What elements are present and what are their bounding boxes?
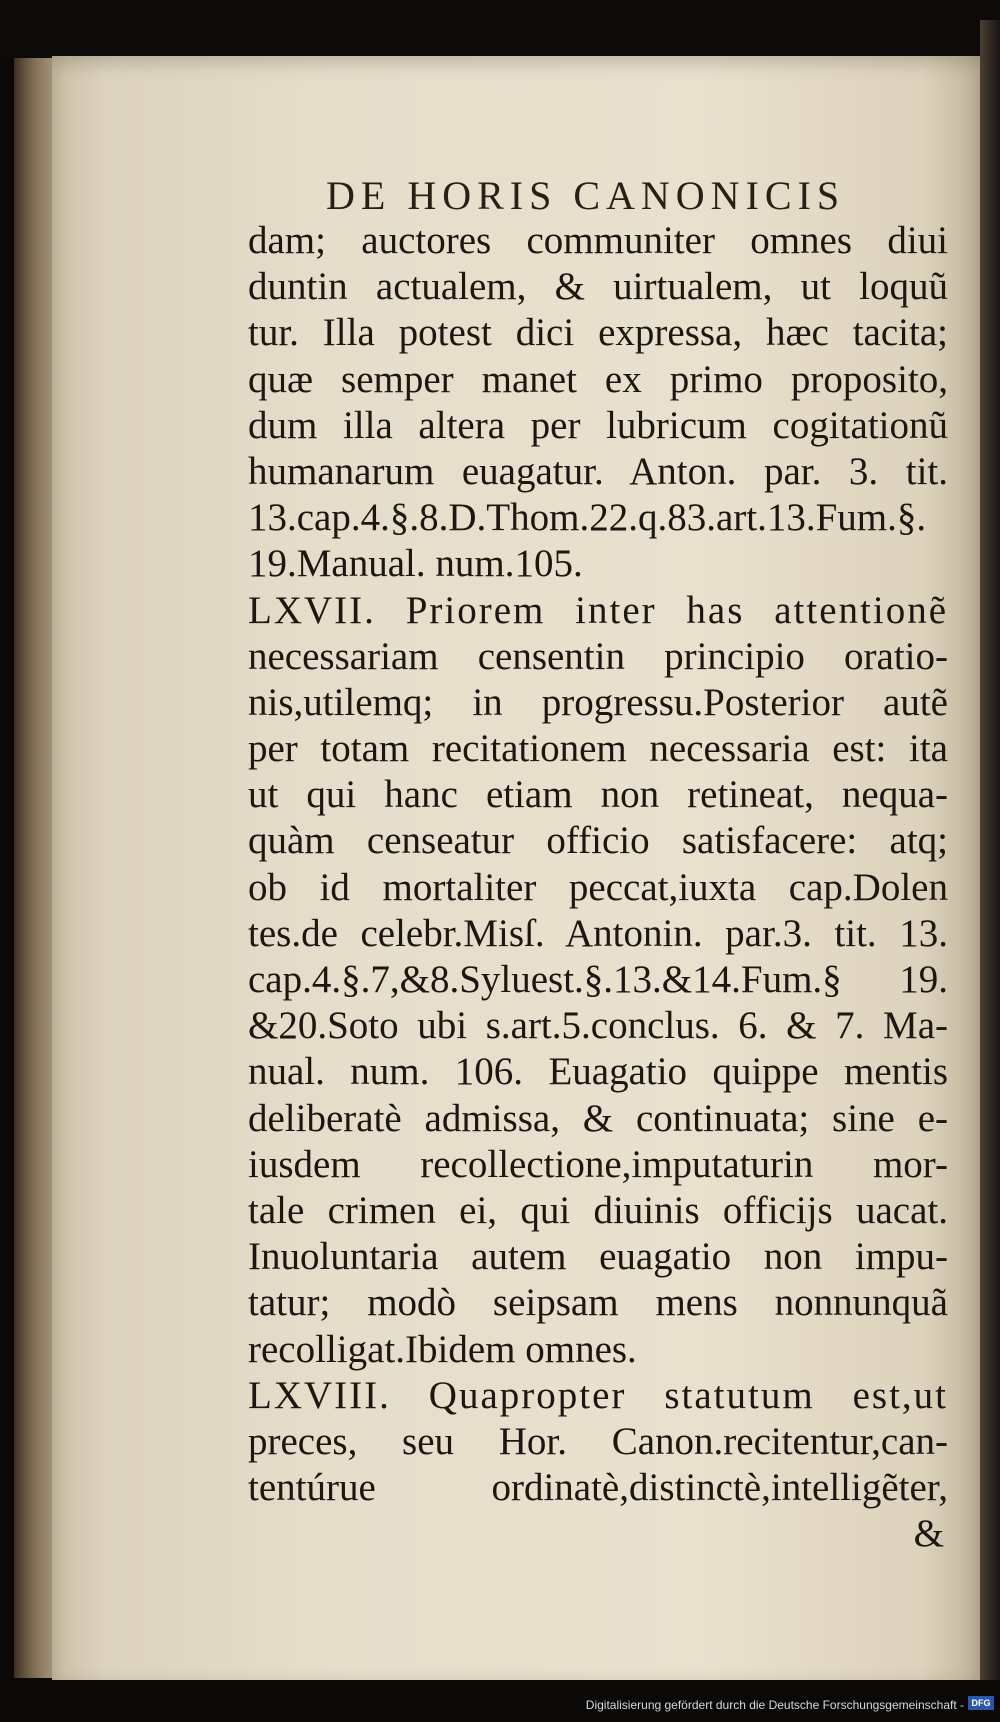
section-heading-line: LXVIII. Quapropter statutum est,ut <box>248 1373 948 1417</box>
text-line: tentúrue ordinatè,distinctè,intelligẽter, <box>248 1466 948 1510</box>
page-stack-edge <box>14 58 56 1678</box>
text-line: recolligat.Ibidem omnes. <box>248 1327 637 1371</box>
text-line: dum illa altera per lubricum cogitationũ <box>248 403 948 447</box>
text-line: dam; auctores communiter omnes diui <box>248 219 948 262</box>
text-line: nis,utilemq; in progressu.Posterior autẽ <box>248 680 948 724</box>
right-binding-edge <box>980 20 1000 1680</box>
text-line: iusdem recollectione,imputaturin mor- <box>248 1142 948 1186</box>
text-line: humanarum euagatur. Anton. par. 3. tit. <box>248 449 948 493</box>
text-line: per totam recitationem necessaria est: ita <box>248 727 948 771</box>
dfg-logo: DFG <box>968 1696 994 1710</box>
text-line: tes.de celebr.Misſ. Antonin. par.3. tit. 13. <box>248 911 948 955</box>
text-line: quàm censeatur officio satisfacere: atq; <box>248 819 948 863</box>
text-line: deliberatè admissa, & continuata; sine e- <box>248 1096 948 1140</box>
text-line: quæ semper manet ex primo proposito, <box>248 357 948 401</box>
section-heading-line: LXVII. Priorem inter has attentionẽ <box>248 588 948 632</box>
text-line: ob id mortaliter peccat,iuxta cap.Dolen <box>248 865 948 909</box>
text-line: necessariam censentin principio oratio- <box>248 634 948 678</box>
running-header: DE HORIS CANONICIS <box>326 173 846 218</box>
funding-credit: Digitalisierung gefördert durch die Deutsche Forschungsgemeinschaft - <box>585 1698 964 1712</box>
text-line: tatur; modò seipsam mens nonnunquã <box>248 1281 948 1325</box>
text-line: 19.Manual. num.105. <box>248 542 583 586</box>
text-line: 13.cap.4.§.8.D.Thom.22.q.83.art.13.Fum.§. <box>248 496 927 540</box>
text-line: duntin actualem, & uirtualem, ut loquũ <box>248 265 948 309</box>
text-line: cap.4.§.7,&8.Syluest.§.13.&14.Fum.§ 19. <box>248 958 948 1001</box>
text-line: ut qui hanc etiam non retineat, nequa- <box>248 773 948 817</box>
catchword: & <box>913 1512 944 1556</box>
text-line: &20.Soto ubi s.art.5.conclus. 6. & 7. Ma- <box>248 1004 948 1048</box>
text-line: tur. Illa potest dici expressa, hæc tacita; <box>248 311 948 355</box>
scan-top-background <box>0 0 1000 58</box>
text-line: tale crimen ei, qui diuinis officijs uacat. <box>248 1188 948 1232</box>
text-line: Inuoluntaria autem euagatio non impu- <box>248 1235 948 1279</box>
footer-bar <box>0 1684 1000 1722</box>
page-body <box>248 218 948 1557</box>
text-line: nual. num. 106. Euagatio quippe mentis <box>248 1050 948 1094</box>
text-line: preces, seu Hor. Canon.recitentur,can- <box>248 1419 948 1463</box>
